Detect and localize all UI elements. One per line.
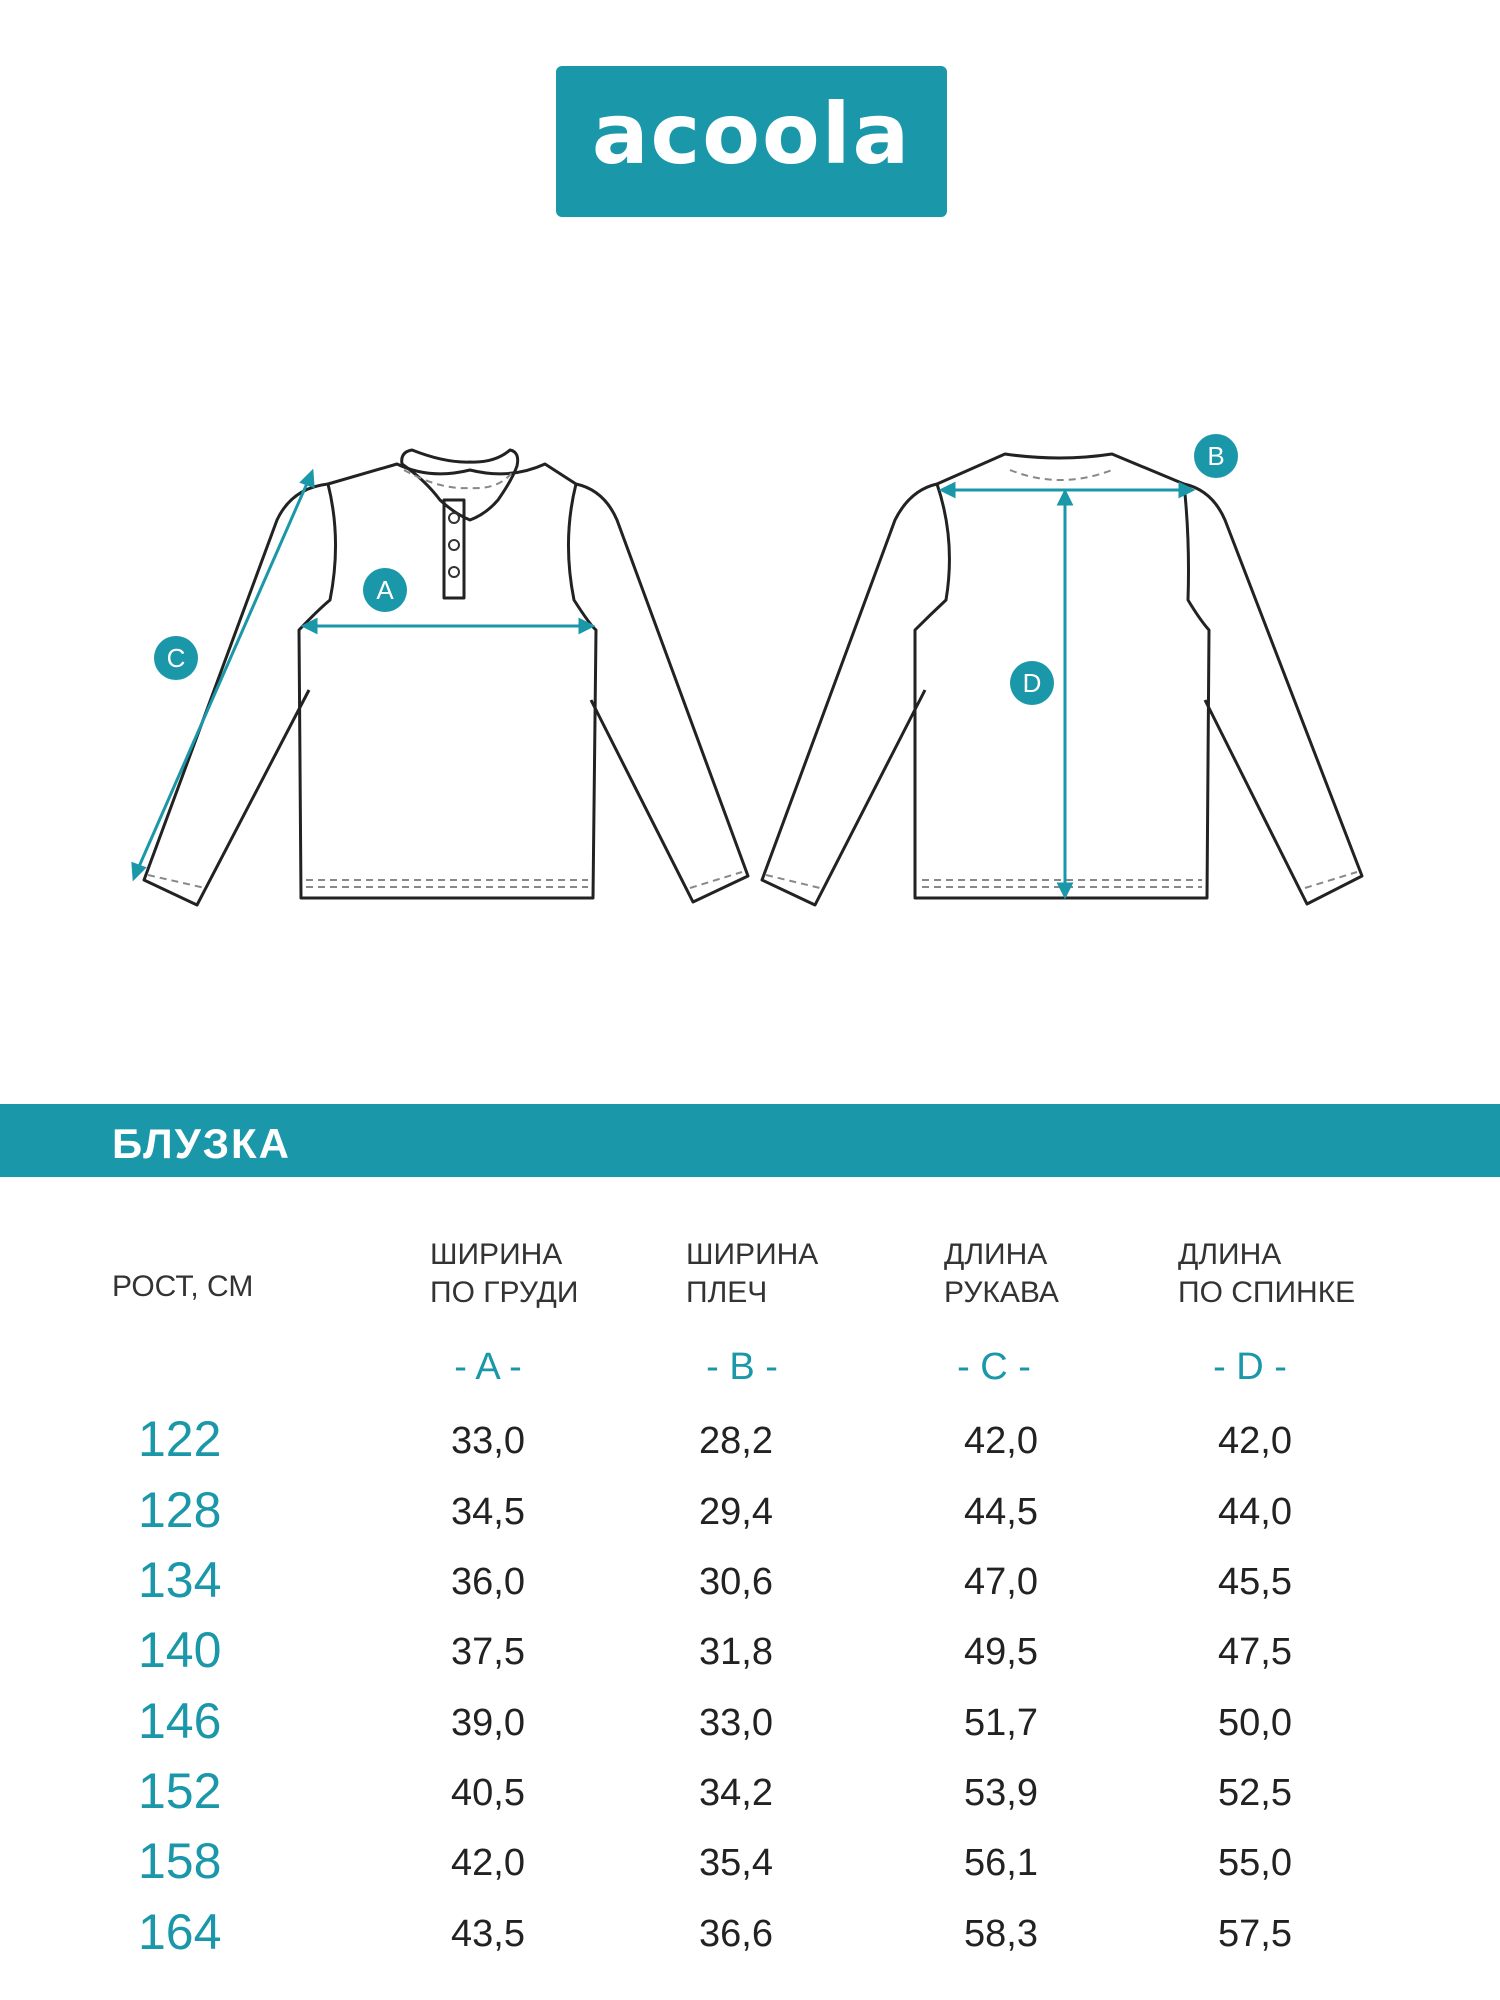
column-header-chest	[430, 1236, 578, 1312]
cell-a: 39,0	[451, 1702, 525, 1744]
cell-d: 45,5	[1218, 1561, 1292, 1603]
cell-d: 42,0	[1218, 1420, 1292, 1462]
front-collar	[402, 450, 518, 520]
column-header-line2: ПО ГРУДИ	[430, 1276, 579, 1309]
cell-b: 35,4	[699, 1842, 773, 1884]
column-header-line1: ДЛИНА	[944, 1238, 1048, 1271]
cell-c: 51,7	[964, 1702, 1038, 1744]
row-height: 152	[138, 1763, 222, 1819]
front-right-sleeve	[576, 484, 748, 902]
cell-d: 47,5	[1218, 1631, 1292, 1673]
column-header-line2: РУКАВА	[944, 1276, 1059, 1309]
row-height: 128	[138, 1482, 222, 1538]
cell-d: 50,0	[1218, 1702, 1292, 1744]
front-body-outline	[299, 464, 596, 898]
cell-c: 44,5	[964, 1491, 1038, 1533]
cell-a: 36,0	[451, 1561, 525, 1603]
column-letter-a: - A -	[454, 1346, 522, 1388]
cell-c: 49,5	[964, 1631, 1038, 1673]
column-header-sleeve	[944, 1236, 1059, 1312]
cell-a: 40,5	[451, 1772, 525, 1814]
back-left-sleeve	[762, 484, 937, 905]
marker-c-label: C	[166, 643, 186, 673]
cell-a: 43,5	[451, 1913, 525, 1955]
column-letter-b: - B -	[706, 1346, 778, 1388]
cell-b: 29,4	[699, 1491, 773, 1533]
brand-logo	[556, 66, 947, 217]
measure-c-line	[134, 472, 312, 878]
cell-c: 53,9	[964, 1772, 1038, 1814]
cell-b: 31,8	[699, 1631, 773, 1673]
column-header-line1: ШИРИНА	[686, 1238, 819, 1271]
cell-b: 28,2	[699, 1420, 773, 1462]
row-height: 140	[138, 1622, 222, 1678]
row-height: 134	[138, 1552, 222, 1608]
cell-b: 33,0	[699, 1702, 773, 1744]
row-height: 158	[138, 1833, 222, 1889]
column-header-line1: ШИРИНА	[430, 1238, 563, 1271]
cell-b: 36,6	[699, 1913, 773, 1955]
cell-d: 55,0	[1218, 1842, 1292, 1884]
back-body-outline	[915, 454, 1209, 898]
column-header-line2: ПО СПИНКЕ	[1178, 1276, 1356, 1309]
row-height: 122	[138, 1411, 222, 1467]
height-column-header: РОСТ, СМ	[112, 1270, 254, 1303]
cell-b: 30,6	[699, 1561, 773, 1603]
section-title: БЛУЗКА	[112, 1120, 292, 1167]
column-header-back	[1178, 1236, 1355, 1312]
column-letter-c: - C -	[957, 1346, 1031, 1388]
cell-d: 44,0	[1218, 1491, 1292, 1533]
column-header-shoulders	[686, 1236, 818, 1312]
column-header-line2: ПЛЕЧ	[686, 1276, 768, 1309]
row-height: 164	[138, 1904, 222, 1960]
cell-c: 58,3	[964, 1913, 1038, 1955]
cell-d: 52,5	[1218, 1772, 1292, 1814]
marker-d-label: D	[1022, 668, 1042, 698]
back-right-sleeve	[1184, 484, 1362, 904]
marker-a-label: A	[376, 575, 394, 605]
cell-c: 42,0	[964, 1420, 1038, 1462]
logo-text: acoola	[591, 85, 912, 183]
cell-d: 57,5	[1218, 1913, 1292, 1955]
cell-a: 33,0	[451, 1420, 525, 1462]
cell-a: 42,0	[451, 1842, 525, 1884]
cell-a: 34,5	[451, 1491, 525, 1533]
marker-b-label: B	[1207, 441, 1225, 471]
cell-c: 56,1	[964, 1842, 1038, 1884]
column-letter-d: - D -	[1213, 1346, 1287, 1388]
column-header-line1: ДЛИНА	[1178, 1238, 1282, 1271]
cell-c: 47,0	[964, 1561, 1038, 1603]
cell-b: 34,2	[699, 1772, 773, 1814]
garment-diagram	[0, 380, 1500, 940]
cell-a: 37,5	[451, 1631, 525, 1673]
section-band	[0, 1104, 1500, 1177]
row-height: 146	[138, 1693, 222, 1749]
